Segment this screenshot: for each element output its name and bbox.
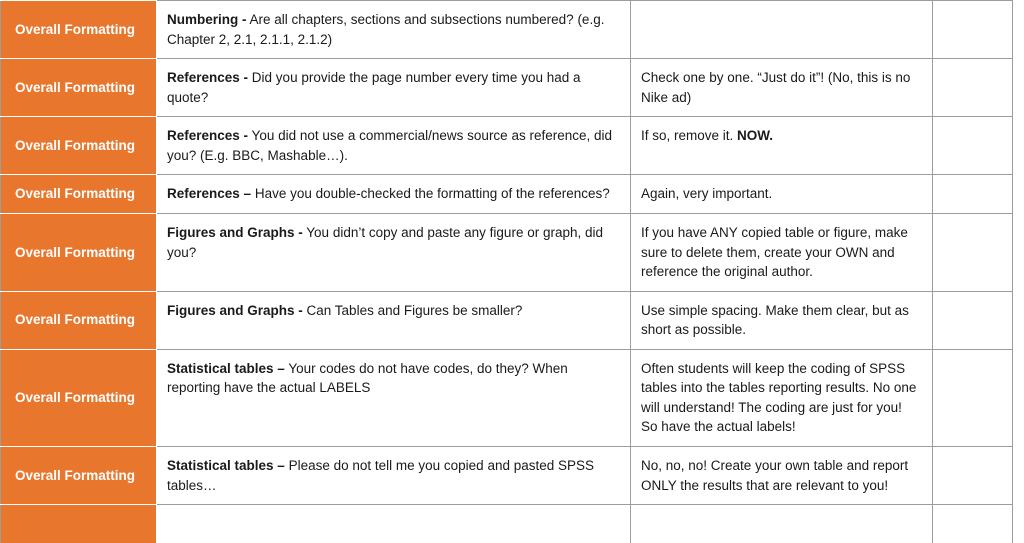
row-check[interactable] — [933, 291, 1013, 349]
row-note — [631, 117, 933, 175]
table-row — [1, 59, 1013, 117]
row-category: Overall Formatting — [1, 59, 157, 117]
row-item — [157, 447, 631, 505]
row-category: Overall Formatting — [1, 213, 157, 291]
row-note-text: If so, remove it. — [641, 128, 738, 144]
row-item — [157, 213, 631, 291]
row-note: Often students will keep the coding of SPSS tables into the tables reporting results. No one will understand! The coding are just for you! So have the actual labels! — [631, 349, 933, 446]
row-check[interactable] — [933, 505, 1013, 543]
row-item-label: References – — [167, 186, 252, 202]
row-check[interactable] — [933, 59, 1013, 117]
row-item-text: Can Tables and Figures be smaller? — [302, 302, 523, 318]
row-category: Overall Formatting — [1, 291, 157, 349]
row-item-label: Statistical tables – — [167, 458, 285, 473]
row-item-label: References - — [167, 70, 249, 86]
row-item-label: Statistical tables – — [167, 360, 285, 376]
table-row — [1, 291, 1013, 349]
row-item — [157, 349, 631, 446]
row-item — [157, 59, 631, 117]
row-note — [631, 505, 933, 543]
row-item-text: You did not use a commercial/news source as reference, did you? (E.g. BBC, Mashable…). — [167, 128, 612, 163]
row-check[interactable] — [933, 1, 1013, 59]
row-check[interactable] — [933, 117, 1013, 175]
row-item-text: Are all chapters, sections and subsections numbered? (e.g. Chapter 2, 2.1, 2.1.1, 2.1.2) — [167, 12, 605, 47]
row-item — [157, 1, 631, 59]
row-category — [1, 505, 157, 543]
row-check[interactable] — [933, 349, 1013, 446]
row-category: Overall Formatting — [1, 447, 157, 505]
row-category: Overall Formatting — [1, 117, 157, 175]
row-item-text: Please do not tell me you copied and pasted SPSS tables… — [167, 458, 595, 493]
row-category: Overall Formatting — [1, 175, 157, 214]
row-note: Use simple spacing. Make them clear, but as short as possible. — [631, 291, 933, 349]
row-item — [157, 175, 631, 214]
row-category: Overall Formatting — [1, 349, 157, 446]
row-note: Again, very important. — [631, 175, 933, 214]
row-note: No, no, no! Create your own table and report ONLY the results that are relevant to you! — [631, 447, 933, 505]
table-row — [1, 349, 1013, 446]
row-note: Check one by one. “Just do it”! (No, this is no Nike ad) — [631, 59, 933, 117]
table-row — [1, 213, 1013, 291]
table-row — [1, 175, 1013, 214]
row-note — [631, 1, 933, 59]
row-check[interactable] — [933, 447, 1013, 505]
row-note-emphasis: NOW. — [737, 128, 774, 144]
row-item-label: Figures and Graphs - — [167, 224, 303, 240]
table-row — [1, 1, 1013, 59]
checklist-body — [1, 1, 1013, 543]
row-item-label: References - — [167, 128, 249, 144]
row-check[interactable] — [933, 213, 1013, 291]
row-item — [157, 117, 631, 175]
row-check[interactable] — [933, 175, 1013, 214]
row-item — [157, 291, 631, 349]
row-item-text: Have you double-checked the formatting of the references? — [251, 186, 610, 202]
table-row — [1, 447, 1013, 505]
table-row-partial — [1, 505, 1013, 543]
row-item-text: Your codes do not have codes, do they? When reporting have the actual LABELS — [167, 360, 568, 396]
row-item-label: Figures and Graphs - — [167, 302, 303, 318]
row-note: If you have ANY copied table or figure, make sure to delete them, create your OWN and reference the original author. — [631, 213, 933, 291]
table-row — [1, 117, 1013, 175]
row-item-text: You didn’t copy and paste any figure or graph, did you? — [167, 224, 603, 260]
row-category: Overall Formatting — [1, 1, 157, 59]
row-item-label: Numbering - — [167, 12, 247, 27]
row-item-text: Did you provide the page number every time you had a quote? — [167, 70, 581, 105]
row-item — [157, 505, 631, 543]
